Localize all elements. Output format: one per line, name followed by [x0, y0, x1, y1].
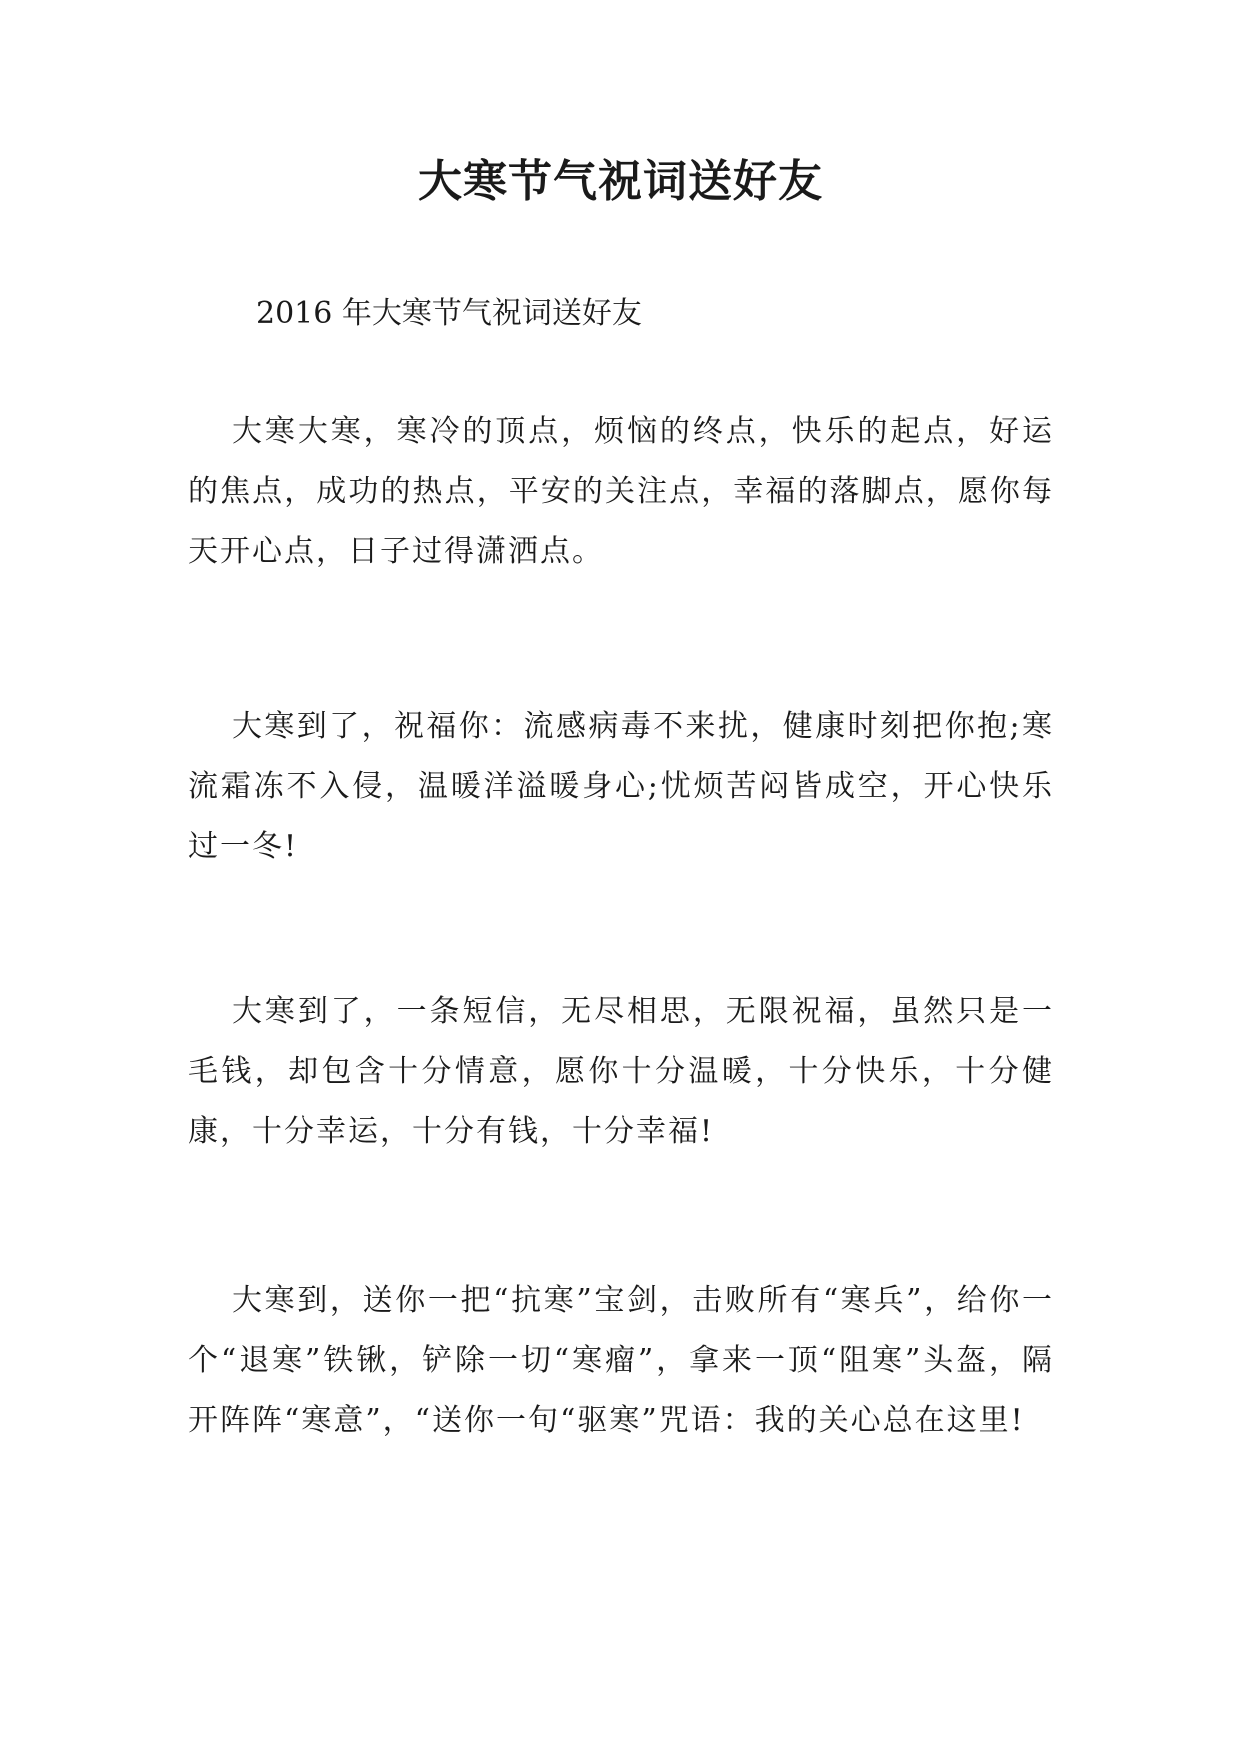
document-title: 大寒节气祝词送好友 [418, 156, 823, 207]
paragraph-4: 大寒到，送你一把“抗寒”宝剑，击败所有“寒兵”，给你一个“退寒”铁锹，铲除一切“寒瘤”，拿来一顶“阻寒”头盔，隔开阵阵“寒意”，“送你一句“驱寒”咒语：我的关心总在这里! [188, 1283, 1054, 1438]
paragraph-3: 大寒到了，一条短信，无尽相思，无限祝福，虽然只是一毛钱，却包含十分情意，愿你十分温暖，十分快乐，十分健康，十分幸运，十分有钱，十分幸福! [188, 994, 1054, 1149]
paragraph-2: 大寒到了，祝福你：流感病毒不来扰，健康时刻把你抱;寒流霜冻不入侵，温暖洋溢暖身心;忧烦苦闷皆成空，开心快乐过一冬! [188, 709, 1054, 864]
paragraph-1: 大寒大寒，寒冷的顶点，烦恼的终点，快乐的起点，好运的焦点，成功的热点，平安的关注点，幸福的落脚点，愿你每天开心点，日子过得潇洒点。 [188, 414, 1054, 569]
document-subtitle: 2016 年大寒节气祝词送好友 [256, 296, 642, 331]
